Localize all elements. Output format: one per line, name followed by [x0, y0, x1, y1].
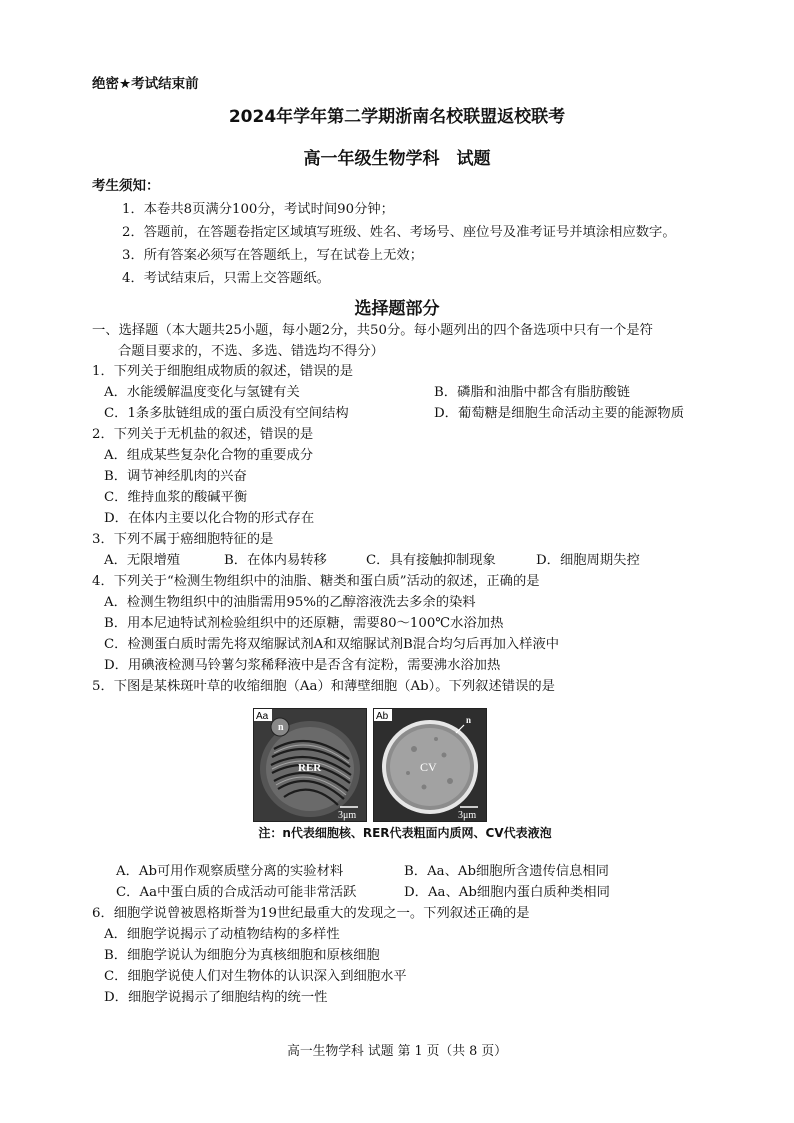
page-footer: 高一生物学科 试题 第 1 页（共 8 页）	[287, 1044, 507, 1059]
micrograph-ab	[373, 708, 487, 822]
section-title: 选择题部分	[354, 299, 440, 319]
nucleus-label: n	[466, 715, 472, 725]
option-d: D．细胞学说揭示了细胞结构的统一性	[104, 990, 328, 1005]
confidential-mark: 绝密★考试结束前	[92, 76, 199, 92]
option-c: C．维持血浆的酸碱平衡	[104, 490, 248, 505]
option-b: B．Aa、Ab细胞所含遗传信息相同	[404, 864, 609, 879]
notice-item: 1．本卷共8页满分100分，考试时间90分钟；	[122, 202, 394, 217]
notice-item: 3．所有答案必须写在答题纸上，写在试卷上无效；	[122, 248, 423, 263]
option-b: B．在体内易转移	[224, 553, 327, 568]
figure-caption: 注：n代表细胞核、RER代表粗面内质网、CV代表液泡	[258, 826, 552, 840]
question-stem: 3．下列不属于癌细胞特征的是	[92, 532, 274, 547]
option-c: C．检测蛋白质时需先将双缩脲试剂A和双缩脲试剂B混合均匀后再加入样液中	[104, 637, 560, 652]
notice-heading: 考生须知：	[92, 178, 160, 194]
question-stem: 2．下列关于无机盐的叙述，错误的是	[92, 427, 314, 442]
option-c: C．具有接触抑制现象	[366, 553, 496, 568]
micrograph-ab-image	[374, 709, 486, 821]
micrograph-aa	[253, 708, 367, 822]
scale-bar-label: 3μm	[458, 810, 477, 821]
option-c: C．1条多肽链组成的蛋白质没有空间结构	[104, 406, 349, 421]
option-b: B．用本尼迪特试剂检验组织中的还原糖，需要80～100℃水浴加热	[104, 616, 504, 631]
question-stem: 4．下列关于“检测生物组织中的油脂、糖类和蛋白质”活动的叙述，正确的是	[92, 574, 540, 589]
question-stem: 6．细胞学说曾被恩格斯誉为19世纪最重大的发现之一。下列叙述正确的是	[92, 906, 530, 921]
exam-title: 2024年学年第二学期浙南名校联盟返校联考	[228, 107, 566, 127]
option-a: A．Ab可用作观察质壁分离的实验材料	[116, 864, 344, 879]
exam-subtitle: 高一年级生物学科 试题	[303, 149, 491, 169]
scale-bar-label: 3μm	[338, 810, 357, 821]
part-intro	[92, 320, 712, 362]
option-c: C．Aa中蛋白质的合成活动可能非常活跃	[116, 885, 357, 900]
option-a: A．无限增殖	[104, 553, 181, 568]
option-d: D．在体内主要以化合物的形式存在	[104, 511, 315, 526]
option-c: C．细胞学说使人们对生物体的认识深入到细胞水平	[104, 969, 407, 984]
panel-tag: Aa	[256, 711, 269, 722]
option-a: A．检测生物组织中的油脂需用95%的乙醇溶液洗去多余的染料	[104, 595, 476, 610]
question-stem: 5．下图是某株斑叶草的收缩细胞（Aa）和薄壁细胞（Ab）。下列叙述错误的是	[92, 679, 555, 694]
nucleus-label: n	[278, 722, 284, 733]
part-intro-line: 一、选择题（本大题共25小题，每小题2分，共50分。每小题列出的四个备选项中只有一个是符	[92, 323, 653, 338]
part-intro-line: 合题目要求的，不选、多选、错选均不得分）	[118, 344, 384, 359]
option-d: D．Aa、Ab细胞内蛋白质种类相同	[404, 885, 610, 900]
option-a: A．水能缓解温度变化与氢键有关	[104, 385, 300, 400]
option-d: D．葡萄糖是细胞生命活动主要的能源物质	[434, 406, 685, 421]
notice-item: 2．答题前，在答题卷指定区域填写班级、姓名、考场号、座位号及准考证号并填涂相应数字。	[122, 225, 676, 240]
option-b: B．调节神经肌肉的兴奋	[104, 469, 247, 484]
option-a: A．细胞学说揭示了动植物结构的多样性	[104, 927, 340, 942]
micrograph-aa-image	[254, 709, 366, 821]
panel-tag: Ab	[376, 711, 389, 722]
vacuole-label: CV	[420, 760, 437, 774]
question-stem: 1．下列关于细胞组成物质的叙述，错误的是	[92, 364, 354, 379]
notice-item: 4．考试结束后，只需上交答题纸。	[122, 271, 330, 286]
option-d: D．用碘液检测马铃薯匀浆稀释液中是否含有淀粉，需要沸水浴加热	[104, 658, 501, 673]
option-d: D．细胞周期失控	[536, 553, 640, 568]
option-a: A．组成某些复杂化合物的重要成分	[104, 448, 314, 463]
option-b: B．磷脂和油脂中都含有脂肪酸链	[434, 385, 630, 400]
option-b: B．细胞学说认为细胞分为真核细胞和原核细胞	[104, 948, 380, 963]
micrograph-figure	[253, 708, 557, 820]
rer-label: RER	[298, 762, 322, 774]
